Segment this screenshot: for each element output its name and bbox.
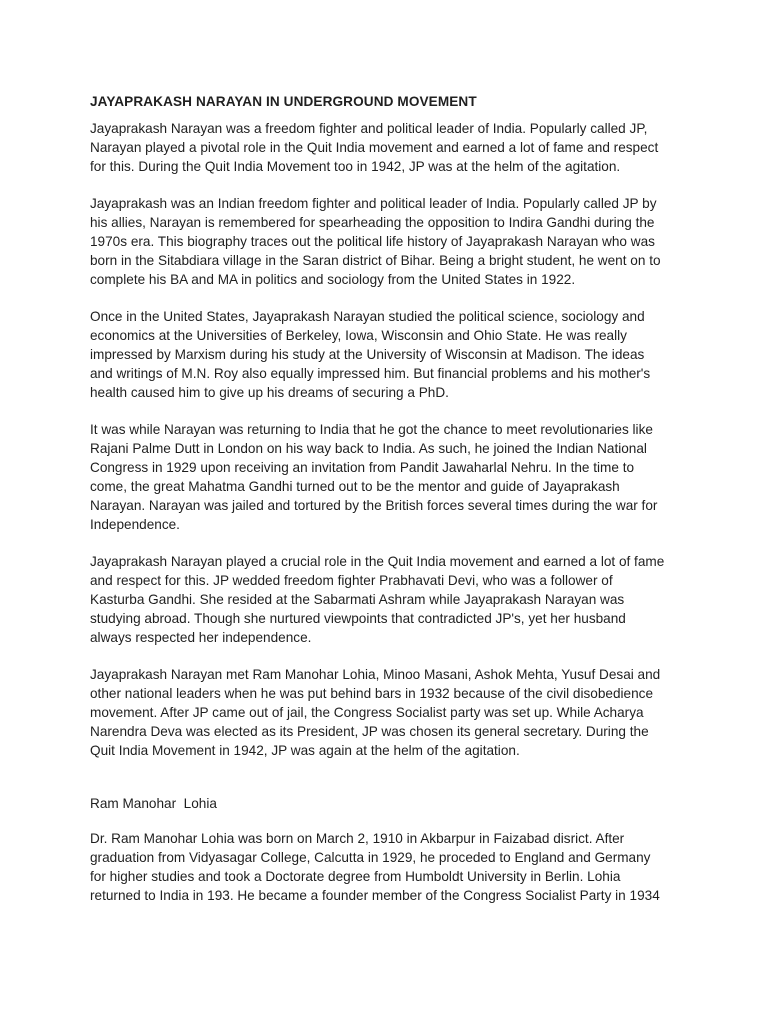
text-line: Quit India Movement in 1942, JP was again at the helm of the agitation. bbox=[90, 743, 520, 758]
text-line: and writings of M.N. Roy also equally impressed him. But financial problems and his mother's bbox=[90, 366, 651, 381]
paragraph-2 bbox=[90, 194, 680, 289]
text-line: and respect for this. JP wedded freedom fighter Prabhavati Devi, who was a follower of bbox=[90, 573, 613, 588]
text-line: Jayaprakash Narayan was a freedom fighter and political leader of India. Popularly called JP, bbox=[90, 121, 648, 136]
text-line: 1970s era. This biography traces out the political life history of Jayaprakash Narayan who was bbox=[90, 234, 655, 249]
paragraph-final bbox=[90, 829, 680, 905]
text-line: Jayaprakash Narayan met Ram Manohar Lohia, Minoo Masani, Ashok Mehta, Yusuf Desai and bbox=[90, 667, 661, 682]
text-line: returned to India in 193. He became a founder member of the Congress Socialist Party in 1934 bbox=[90, 888, 660, 903]
text-line: complete his BA and MA in politics and sociology from the United States in 1922. bbox=[90, 272, 576, 287]
text-line: Jayaprakash Narayan played a crucial role in the Quit India movement and earned a lot of fame bbox=[90, 554, 665, 569]
paragraph-4 bbox=[90, 420, 680, 534]
text-line: for this. During the Quit India Movement too in 1942, JP was at the helm of the agitation. bbox=[90, 159, 621, 174]
text-line: come, the great Mahatma Gandhi turned out to be the mentor and guide of Jayaprakash bbox=[90, 479, 620, 494]
document-page bbox=[90, 92, 680, 905]
text-line: movement. After JP came out of jail, the Congress Socialist party was set up. While Acharya bbox=[90, 705, 644, 720]
text-line: studying abroad. Though she nurtured viewpoints that contradicted JP's, yet her husband bbox=[90, 611, 626, 626]
section-subheading: Ram Manohar Lohia bbox=[90, 796, 217, 811]
text-line: Narayan. Narayan was jailed and tortured by the British forces several times during the war for bbox=[90, 498, 658, 513]
text-line: Jayaprakash was an Indian freedom fighter and political leader of India. Popularly called JP by bbox=[90, 196, 657, 211]
text-line: economics at the Universities of Berkeley, Iowa, Wisconsin and Ohio State. He was really bbox=[90, 328, 627, 343]
text-line: health caused him to give up his dreams of securing a PhD. bbox=[90, 385, 449, 400]
text-line: impressed by Marxism during his study at the University of Wisconsin at Madison. The ideas bbox=[90, 347, 645, 362]
text-line: Narendra Deva was elected as its President, JP was chosen its general secretary. During the bbox=[90, 724, 649, 739]
text-line: It was while Narayan was returning to India that he got the chance to meet revolutionaries like bbox=[90, 422, 653, 437]
paragraph-3 bbox=[90, 307, 680, 402]
text-line: always respected her independence. bbox=[90, 630, 312, 645]
text-line: other national leaders when he was put behind bars in 1932 because of the civil disobedience bbox=[90, 686, 654, 701]
text-line: Dr. Ram Manohar Lohia was born on March 2, 1910 in Akbarpur in Faizabad disrict. After bbox=[90, 831, 625, 846]
text-line: his allies, Narayan is remembered for spearheading the opposition to Indira Gandhi during the bbox=[90, 215, 655, 230]
paragraph-5 bbox=[90, 552, 680, 647]
text-line: Rajani Palme Dutt in London on his way back to India. As such, he joined the Indian National bbox=[90, 441, 647, 456]
paragraph-6 bbox=[90, 665, 680, 760]
text-line: Once in the United States, Jayaprakash Narayan studied the political science, sociology and bbox=[90, 309, 645, 324]
text-line: graduation from Vidyasagar College, Calcutta in 1929, he proceded to England and Germany bbox=[90, 850, 651, 865]
document-title: JAYAPRAKASH NARAYAN IN UNDERGROUND MOVEMENT bbox=[90, 94, 477, 109]
text-line: for higher studies and took a Doctorate degree from Humboldt University in Berlin. Lohia bbox=[90, 869, 621, 884]
text-line: Kasturba Gandhi. She resided at the Sabarmati Ashram while Jayaprakash Narayan was bbox=[90, 592, 625, 607]
text-line: Independence. bbox=[90, 517, 180, 532]
paragraph-1 bbox=[90, 119, 680, 176]
text-line: born in the Sitabdiara village in the Saran district of Bihar. Being a bright student, he went on to bbox=[90, 253, 661, 268]
text-line: Congress in 1929 upon receiving an invitation from Pandit Jawaharlal Nehru. In the time to bbox=[90, 460, 635, 475]
text-line: Narayan played a pivotal role in the Quit India movement and earned a lot of fame and respect bbox=[90, 140, 659, 155]
